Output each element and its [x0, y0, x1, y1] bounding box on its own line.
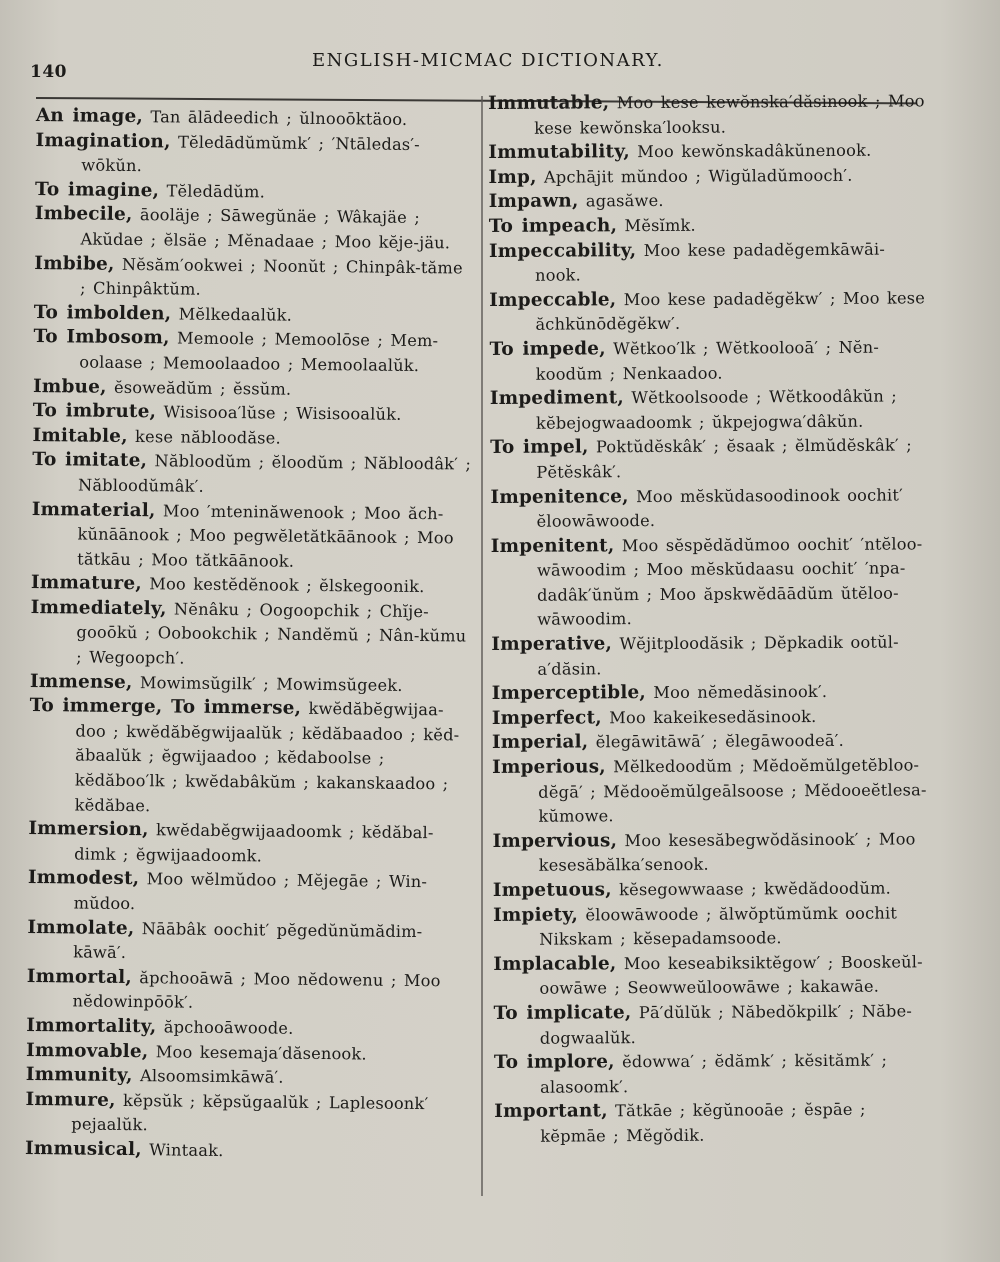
entry-headword: Immovable, [25, 1039, 149, 1062]
left-column [25, 104, 476, 1166]
dictionary-entry [492, 704, 932, 731]
dictionary-entry [29, 694, 470, 822]
entry-definition: Năbloodŭm ; ĕloodŭm ; Năbloodâk′ ; Năbloodŭmâk′. [77, 451, 472, 496]
entry-definition: Moo kewŏnskadâkŭnenook. [637, 140, 872, 162]
dictionary-entry [491, 630, 931, 682]
entry-definition: Wintaak. [149, 1140, 224, 1160]
entry-headword: Imperative, [491, 633, 613, 656]
dictionary-entry [27, 916, 467, 970]
entry-headword: An image, [35, 104, 144, 128]
entry-definition: Nāābâk oochit′ pĕgedŭnŭmădim-kāwā′. [73, 918, 423, 963]
dictionary-entry [489, 237, 929, 289]
entry-definition: agasăwe. [585, 191, 664, 211]
entry-headword: Immunity, [25, 1064, 133, 1087]
entry-headword: Imperial, [491, 731, 589, 754]
entry-definition: Tĕledādŭm. [166, 181, 266, 202]
dictionary-entry [25, 1088, 465, 1142]
entry-headword: To imbolden, [33, 301, 172, 325]
entry-definition: Pā′dŭlŭk ; Năbedŏkpilk′ ; Năbe-dogwaalŭk. [539, 1001, 913, 1048]
entry-headword: To imagine, [34, 178, 160, 202]
entry-definition: ĕsoweădŭm ; ĕssŭm. [113, 377, 292, 399]
entry-definition: Moo mĕskŭdasoodinook oochit′ ĕloowāwoode. [536, 484, 903, 531]
entry-definition: Nĕnâku ; Oogoopchik ; Chĭje-gooōkŭ ; Oobookchik ; Nandĕmŭ ; Nân-kŭmu ; Wegoopch′. [76, 599, 467, 668]
entry-headword: Impawn, [488, 190, 579, 213]
entry-definition: Poktŭdĕskâk′ ; ĕsaak ; ĕlmŭdĕskâk′ ; Pĕtĕskâk′. [536, 435, 912, 482]
entry-headword: Imperfect, [491, 707, 602, 729]
entry-headword: Imbibe, [34, 252, 115, 275]
dictionary-entry [489, 212, 929, 239]
entry-definition: Moo kestĕdĕnook ; ĕlskegoonik. [149, 574, 425, 597]
entry-headword: Impervious, [492, 830, 618, 852]
entry-definition: ĕloowāwoode ; ălwŏptŭmŭmk oochit Nikskam ; kĕsepadamsoode. [539, 903, 898, 949]
entry-headword: Impenitent, [490, 534, 615, 557]
dictionary-entry [493, 950, 933, 1002]
entry-headword: Impetuous, [492, 879, 612, 901]
dictionary-entry [494, 1048, 934, 1100]
entry-headword: Immediately, [30, 596, 167, 620]
entry-definition: Mĕlkedoodŭm ; Mĕdoĕmŭlgetĕbloo-dĕgā′ ; Mĕdooĕmŭlgeālsoose ; Mĕdooeĕtlesa-kŭmowe. [538, 755, 927, 826]
entry-definition: āooläje ; Sāwegŭnäe ; Wâkajäe ; Akŭdae ; ĕlsäe ; Mĕnadaae ; Moo kĕje-jäu. [80, 205, 451, 253]
dictionary-entry [488, 163, 928, 190]
entry-definition: Moo nĕmedăsinook′. [653, 682, 828, 703]
entry-definition: Alsoomsimkāwā′. [139, 1066, 284, 1087]
entry-headword: To implicate, [493, 1002, 632, 1024]
entry-headword: To implore, [493, 1051, 615, 1074]
entry-definition: Moo wĕlmŭdoo ; Mĕjegāe ; Win-mŭdoo. [73, 869, 428, 914]
entry-headword: To imitate, [32, 449, 148, 472]
entry-headword: Immersion, [28, 818, 149, 841]
entry-definition: kĕpsŭk ; kĕpsŭgaalŭk ; Laplesoonk′ pejaalŭk. [71, 1090, 429, 1135]
entry-headword: Immaterial, [31, 498, 156, 521]
dictionary-entry [33, 325, 473, 379]
dictionary-entry [492, 680, 932, 707]
dictionary-entry [492, 753, 932, 829]
dictionary-entry [494, 999, 934, 1051]
entry-definition: Tătkāe ; kĕgŭnooāe ; ĕspāe ; kĕpmāe ; Mĕgŏdik. [540, 1100, 866, 1146]
entry-headword: Immodest, [27, 867, 140, 890]
entry-headword: Imagination, [35, 129, 171, 153]
entry-headword: Imitable, [32, 424, 128, 447]
entry-definition: ăpchooāwoode. [163, 1017, 294, 1038]
entry-headword: Immolate, [27, 916, 135, 939]
entry-headword: Immusical, [24, 1137, 142, 1161]
entry-definition: kese năbloodăse. [135, 426, 281, 448]
entry-headword: To imbrute, [32, 400, 157, 423]
entry-definition: Tan ālādeedich ; ŭlnooōktäoo. [150, 107, 408, 129]
dictionary-entry [491, 532, 932, 633]
dictionary-entry [488, 138, 928, 165]
entry-headword: To Imbosom, [33, 326, 170, 349]
dictionary-entry [493, 876, 933, 903]
entry-definition: Moo keseabiksiktĕgow′ ; Booskeŭl-oowāwe ; Seowweŭloowāwe ; kakawāe. [539, 952, 923, 999]
entry-definition: Mĕlkedaalŭk. [178, 304, 293, 325]
dictionary-entry [32, 448, 472, 502]
entry-headword: Impiety, [492, 904, 579, 926]
entry-headword: To impel, [490, 436, 589, 459]
dictionary-entry [488, 89, 928, 141]
entry-definition: Wĕtkoolsoode ; Wĕtkoodâkŭn ; kĕbejogwaadoomk ; ŭkpejogwa′dâkŭn. [535, 386, 897, 433]
dictionary-entry [25, 1137, 465, 1166]
entry-headword: Imp, [488, 166, 537, 188]
dictionary-entry [28, 817, 468, 871]
dictionary-entry [490, 483, 930, 535]
entry-definition: Moo kese padadĕgĕkw′ ; Moo kese ăchkŭnōdĕgĕkw′. [535, 288, 926, 335]
entry-headword: Imperious, [492, 756, 606, 779]
dictionary-entry [30, 596, 471, 674]
entry-definition: Moo sĕspĕdădŭmoo oochit′ ′ntĕloo-wāwoodim ; Moo mĕskŭdaasu oochit′ ′npa-dadâk′ŭnŭm ; Moo ăpskwĕdāādŭm ŭtĕloo-wāwoodim. [536, 534, 923, 630]
entry-headword: To impeach, [488, 215, 618, 237]
entry-headword: Impeccability, [488, 239, 637, 262]
entry-headword: Immure, [25, 1088, 116, 1111]
entry-definition: Moo kakeikesedăsinook. [609, 706, 817, 728]
entry-headword: Impenitence, [490, 485, 629, 508]
entry-definition: Wisisooa′lŭse ; Wisisooalŭk. [163, 402, 402, 424]
entry-headword: Immense, [29, 670, 133, 693]
right-column [488, 89, 934, 1149]
page-header [0, 40, 1000, 80]
dictionary-entry [26, 965, 466, 1019]
dictionary-entry [28, 866, 468, 920]
entry-definition: Moo kesesăbegwŏdăsinook′ ; Moo kesesăbălka′senook. [538, 829, 916, 876]
dictionary-entry [493, 827, 933, 879]
entry-definition: kwĕdăbĕgwijaa-doo ; kwĕdăbĕgwijaalŭk ; kĕdăbaadoo ; kĕd-ăbaalŭk ; ĕgwijaadoo ; kĕdaboolse ; kĕdăboo′lk ; kwĕdabâkŭm ; kakanskaadoo ; kĕdăbae. [74, 699, 460, 815]
entry-definition: Wĕjitploodăsik ; Dĕpkadik ootŭl-a′dăsin. [537, 632, 899, 679]
entry-headword: Imbue, [32, 375, 107, 398]
entry-definition: Moo kese padadĕgemkāwāi-nook. [535, 239, 886, 285]
entry-headword: Imbecile, [34, 203, 133, 226]
entry-definition: ĕdowwa′ ; ĕdămk′ ; kĕsitămk′ ; alasoomk′. [540, 1050, 888, 1097]
entry-headword: To impede, [489, 338, 606, 360]
entry-headword: To immerge, To immerse, [29, 695, 302, 720]
column-divider [481, 96, 483, 1196]
entry-headword: Implacable, [493, 953, 617, 975]
entry-definition: Moo kesemaja′dăsenook. [155, 1041, 367, 1064]
entry-definition: Mowimsŭgilk′ ; Mowimsŭgeek. [139, 672, 403, 695]
dictionary-entry [35, 129, 475, 183]
entry-definition: Wĕtkoo′lk ; Wĕtkoolooā′ ; Nĕn-koodŭm ; Nenkaadoo. [535, 337, 880, 384]
entry-definition: ăpchooāwā ; Moo nĕdowenu ; Moo nĕdowinpōōk′. [72, 967, 441, 1013]
entry-definition: kĕsegowwaase ; kwĕdădoodŭm. [619, 878, 892, 900]
dictionary-entry [490, 384, 930, 436]
entry-definition: Memoole ; Memoolōse ; Mem-oolaase ; Memoolaadoo ; Memoolaalŭk. [79, 328, 439, 375]
entry-definition: Tĕledādŭmŭmk′ ; ′Ntāledas′-wōkŭn. [81, 132, 421, 176]
entry-definition: Mĕsĭmk. [624, 215, 696, 236]
entry-headword: Impediment, [489, 387, 625, 410]
entry-definition: Moo ′mteninăwenook ; Moo ăch-kŭnāānook ; Moo pegwĕletătkāānook ; Moo tătkāu ; Moo tătkāānook. [77, 500, 454, 571]
dictionary-entry [489, 286, 929, 338]
entry-definition: kwĕdabĕgwijaadoomk ; kĕdăbal-dimk ; ĕgwijaadoomk. [74, 820, 434, 866]
entry-definition: ĕlegāwitāwā′ ; ĕlegāwoodeā′. [595, 731, 844, 752]
dictionary-entry [31, 497, 472, 575]
entry-definition: Nĕsăm′ookwei ; Noonŭt ; Chinpâk-tăme ; Chinpâktŭm. [79, 254, 463, 299]
entry-headword: Imperceptible, [491, 682, 647, 705]
page-number: 140 [30, 62, 67, 82]
dictionary-entry [493, 901, 933, 953]
entry-definition: Moo kese kewŏnska′dăsinook ; Moo kese kewŏnska′looksu. [534, 91, 925, 138]
entry-headword: Immortal, [26, 965, 133, 988]
entry-headword: Immutable, [488, 92, 610, 114]
entry-headword: Immutability, [488, 141, 630, 164]
dictionary-entry [492, 729, 932, 756]
running-title: ENGLISH-MICMAC DICTIONARY. [312, 50, 664, 71]
entry-headword: Important, [494, 1100, 608, 1123]
dictionary-entry [490, 434, 930, 486]
dictionary-entry [34, 252, 474, 306]
entry-definition: Apchājit mŭndoo ; Wigŭladŭmooch′. [543, 165, 853, 187]
entry-headword: Immortality, [26, 1014, 157, 1038]
dictionary-entry [489, 188, 929, 215]
dictionary-entry [34, 202, 474, 256]
dictionary-entry [494, 1098, 934, 1150]
dictionary-entry [490, 335, 930, 387]
entry-headword: Impeccable, [489, 288, 617, 311]
entry-headword: Immature, [30, 572, 142, 595]
